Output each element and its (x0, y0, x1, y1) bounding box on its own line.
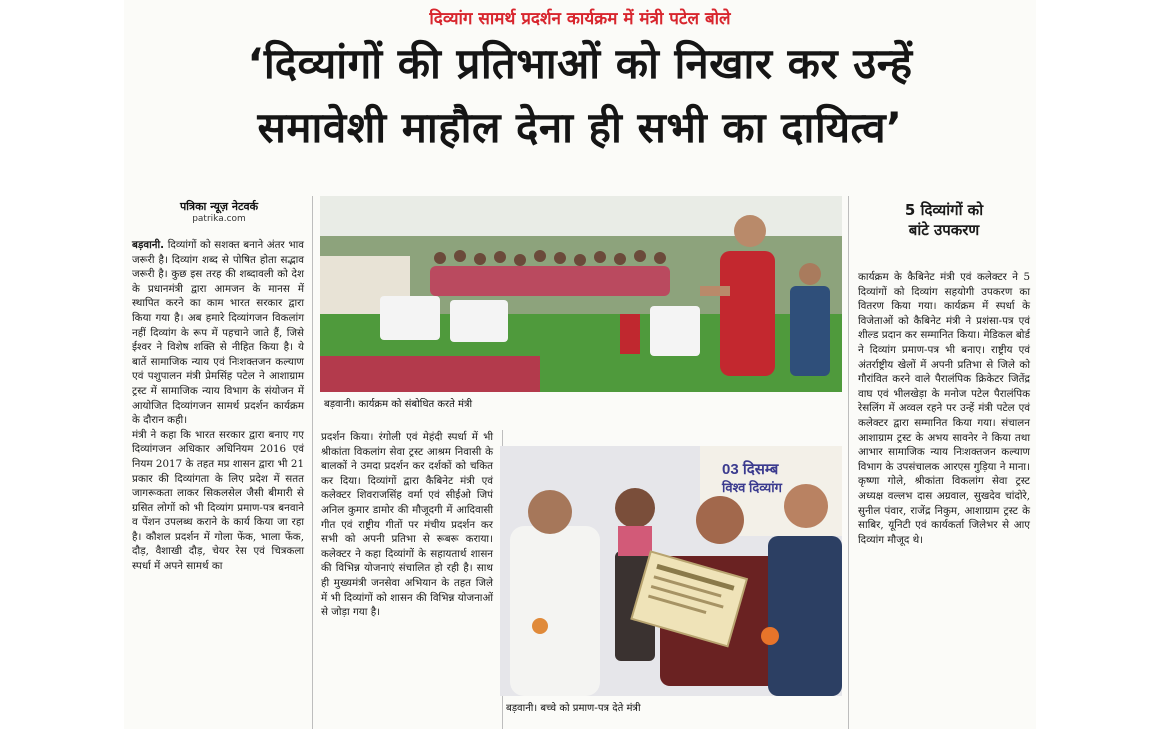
column-rule-left (312, 196, 313, 729)
sidebar-heading-line-1: 5 दिव्यांगों को (904, 201, 984, 219)
event-photo-caption: बड़वानी। कार्यक्रम को संबोधित करते मंत्री (324, 399, 473, 410)
col2-paragraph: प्रदर्शन किया। रंगोली एवं मेहंदी स्पर्धा में भी श्रीकांता विकलांग सेवा ट्रस्ट आश्रम निवासी के बालकों ने उमदा प्रदर्शन कर दर्शकों को चकित कर दिया। दिव्यांगों द्वारा कैबिनेट मंत्री एवं कलेक्टर शिवराजसिंह वर्मा एवं सीईओ जिपं अनिल कुमार डामोर की मौजूदगी में आदिवासी गीत एवं राष्ट्रीय गीतों पर मंचीय प्रदर्शन कर सभी को अपनी प्रतिभा से रूबरू कराया। कलेक्टर ने कहा दिव्यांगों के सहायतार्थ शासन की विभिन्न योजनाएं संचालित हो रही है। साथ ही मुख्यमंत्री जनसेवा अभियान के तहत जिले में भी दिव्यांगों को शासन की विभिन्न योजनाओं से जोड़ा गया है। (321, 431, 493, 619)
banner-text: 03 दिसम्ब (722, 461, 779, 478)
certificate-photo-illustration (500, 446, 842, 696)
col1-paragraph-2: मंत्री ने कहा कि भारत सरकार द्वारा बनाए गए दिव्यांगजन अधिकार अधिनियम 2016 एवं नियम 2017 के तहत मप्र शासन द्वारा भी 21 प्रकार की दिव्यांगता के लिए प्रदेश में सतत जागरूकता लाकर सिकलसेल जैसी बीमारी से ग्रसित लोगों को भी दिव्यांग प्रमाण-पत्र बनवाने व पेंशन उपलब्ध कराने के कार्य किया जा रहा है। कौशल प्रदर्शन में गोला फेंक, भाला फेंक, दौड़, वैशाखी दौड़, चेयर रेस एवं चित्रकला स्पर्धा में अपने सामर्थ का (132, 428, 304, 573)
article-column-1 (132, 238, 304, 574)
kicker-headline: दिव्यांग सामर्थ प्रदर्शन कार्यक्रम में मंत्री पटेल बोले (429, 9, 731, 29)
dateline: बड़वानी. (132, 239, 165, 251)
col1-paragraph-1: दिव्यांगों को सशक्त बनाने अंतर भाव जरूरी है। दिव्यांग शब्द से पोषित होता सद्भाव जरूरी है। कुछ इस तरह की शब्दावली को देश के प्रधानमंत्री द्वारा आमजन के मानस में स्थापित करने का काम भारत सरकार द्वारा किया गया है। अब हमारे दिव्यांगजन विकलांग नहीं दिव्यांग के रूप में पहचाने जाते हैं, जिसे ईश्वर ने विशेष शक्ति से नीहित किया है। ये बातें सामाजिक न्याय एवं निःशक्तजन कल्याण एवं पशुपालन मंत्री प्रेमसिंह पटेल ने आशाग्राम ट्रस्ट में सामाजिक न्याय विभाग के संयोजन में आयोजित दिव्यांगजन सामर्थ प्रदर्शन कार्यक्रम के दौरान कही। (132, 239, 304, 427)
main-headline (124, 32, 1036, 160)
newspaper-page (124, 0, 1036, 729)
article-column-3 (858, 270, 1030, 547)
banner-text-2: विश्व दिव्यांग (722, 480, 782, 495)
event-photo-illustration (320, 196, 842, 392)
byline-site: patrika.com (192, 214, 246, 224)
sidebar-heading-line-2: बांटे उपकरण (908, 221, 980, 239)
headline-line-1: ‘दिव्यांगों की प्रतिभाओं को निखार कर उन्हें (247, 39, 913, 88)
byline (144, 199, 294, 224)
headline-line-2: समावेशी माहौल देना ही सभी का दायित्व’ (257, 103, 903, 152)
column-rule-right (848, 196, 849, 729)
certificate-photo (500, 446, 842, 696)
sidebar-heading (858, 200, 1030, 240)
certificate-photo-caption: बड़वानी। बच्चे को प्रमाण-पत्र देते मंत्री (506, 703, 641, 714)
sidebar-paragraph: कार्यक्रम के कैबिनेट मंत्री एवं कलेक्टर ने 5 दिव्यांगों को दिव्यांग सहयोगी उपकरण का वितरण किया गया। कार्यक्रम में स्पर्धा के विजेताओं को कैबिनेट मंत्री ने प्रशंसा-पत्र एवं शील्ड प्रदान कर सम्मानित किया। मेडिकल बोर्ड ने दिव्यांग प्रमाण-पत्र भी बनाए। राष्ट्रीय एवं अंतर्राष्ट्रीय खेलों में अपनी प्रतिभा से जिले को गौरांवित करने वाले पैरालंपिक क्रिकेटर जितेंद्र वाघ एवं भीलखेड़ा के मनोज पटेल पैरालंपिक रेसलिंग में अव्वल रहने पर उन्हें मंत्री पटेल एवं कलेक्टर द्वारा सम्मानित किया गया। संचालन आशाग्राम ट्रस्ट के अभय सावनेर ने किया तथा आभार सामाजिक न्याय निःशक्तजन कल्याण विभाग के उपसंचालक आरएस गुड़िया ने माना। कृष्णा गोले, श्रीकांता विकलांग सेवा ट्रस्ट अध्यक्ष वल्लभ दास अग्रवाल, सुखदेव चांदोरे, सुनील पंवार, राजेंद्र निकुम, आशाग्राम ट्रस्ट के साबिर, यूनिटी एवं कार्यकर्ता जिलेभर से आए दिव्यांग मौजूद थे। (858, 271, 1030, 546)
event-photo (320, 196, 842, 392)
article-column-2 (321, 430, 493, 620)
byline-agency: पत्रिका न्यूज़ नेटवर्क (179, 200, 259, 213)
